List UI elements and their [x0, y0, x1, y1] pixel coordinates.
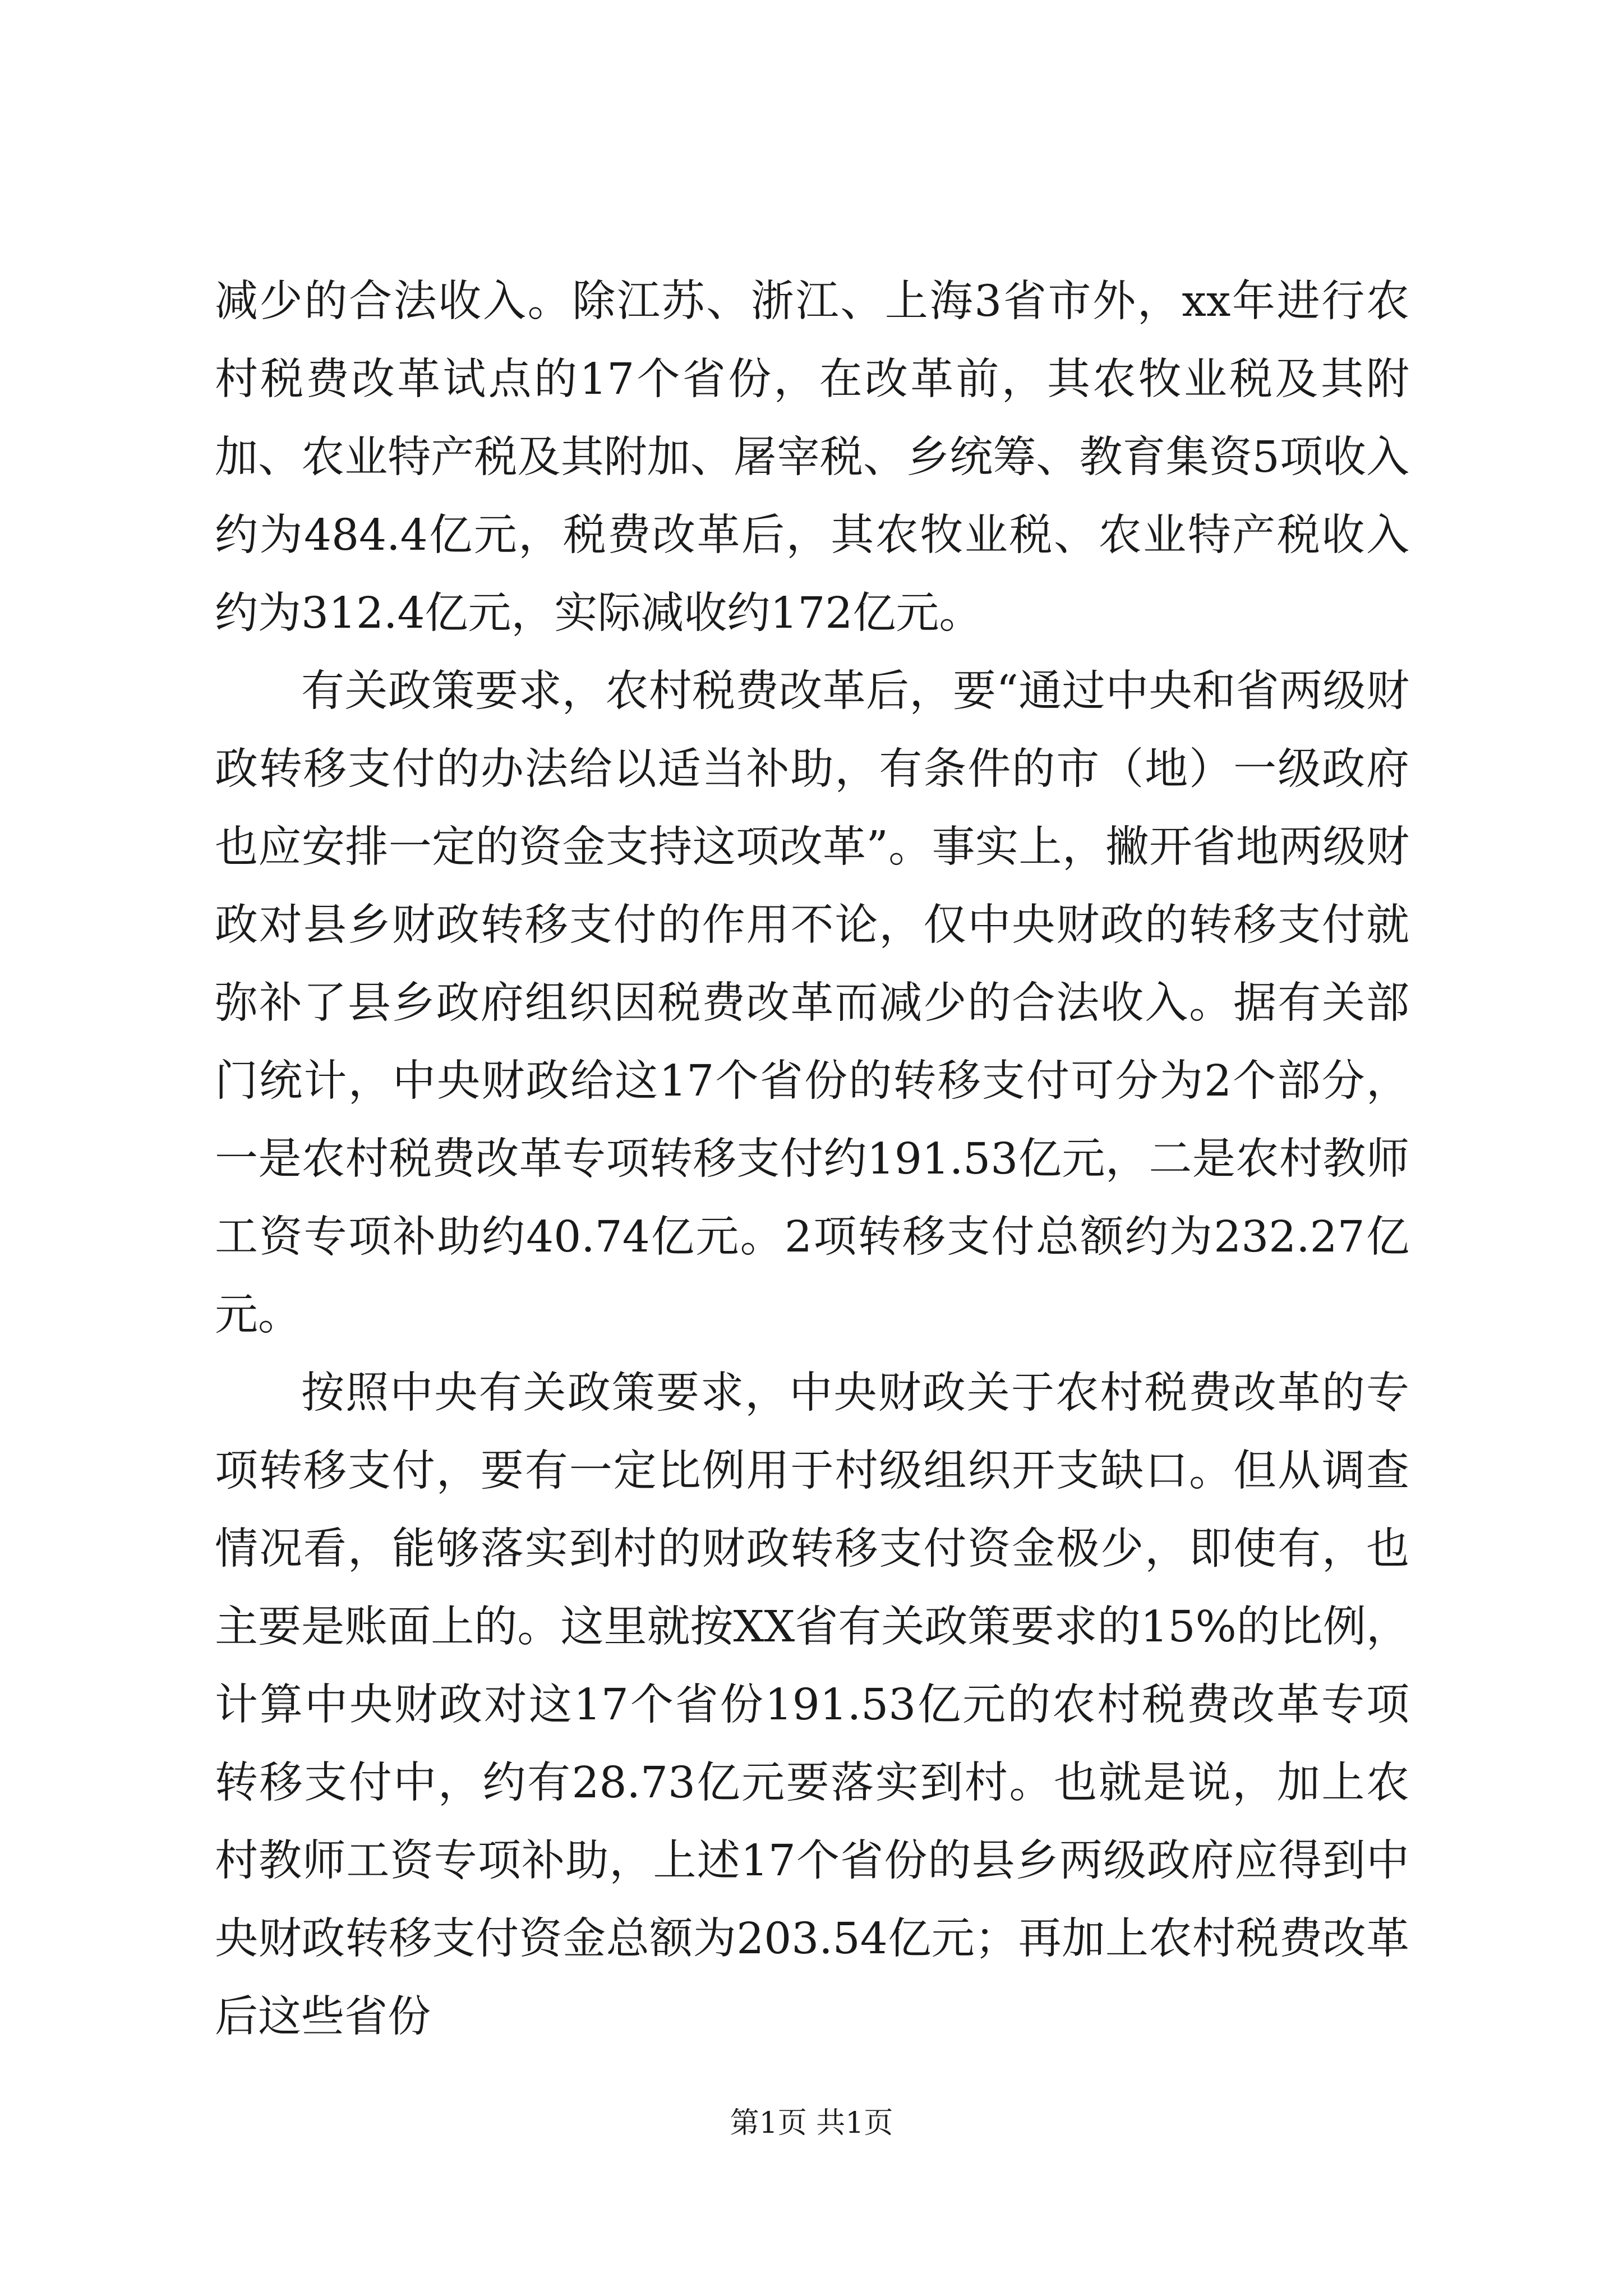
page-footer [0, 2106, 1623, 2140]
paragraph-continuation: 减少的合法收入。除江苏、浙江、上海3省市外，xx年进行农村税费改革试点的17个省份，在改革前，其农牧业税及其附加、农业特产税及其附加、屠宰税、乡统筹、教育集资5项收入约为484.4亿元，税费改革后，其农牧业税、农业特产税收入约为312.4亿元，实际减收约172亿元。 [215, 277, 1409, 638]
document-body [215, 263, 1409, 2056]
paragraph-policy-requirement: 有关政策要求，农村税费改革后，要“通过中央和省两级财政转移支付的办法给以适当补助，有条件的市（地）一级政府也应安排一定的资金支持这项改革”。事实上，撇开省地两级财政对县乡财政转移支付的作用不论，仅中央财政的转移支付就弥补了县乡政府组织因税费改革而减少的合法收入。据有关部门统计，中央财政给这17个省份的转移支付可分为2个部分，一是农村税费改革专项转移支付约191.53亿元，二是农村教师工资专项补助约40.74亿元。2项转移支付总额约为232.27亿元。 [215, 666, 1409, 1340]
paragraph-central-transfer: 按照中央有关政策要求，中央财政关于农村税费改革的专项转移支付，要有一定比例用于村级组织开支缺口。但从调查情况看，能够落实到村的财政转移支付资金极少，即使有，也主要是账面上的。这里就按XX省有关政策要求的15%的比例，计算中央财政对这17个省份191.53亿元的农村税费改革专项转移支付中，约有28.73亿元要落实到村。也就是说，加上农村教师工资专项补助，上述17个省份的县乡两级政府应得到中央财政转移支付资金总额为203.54亿元；再加上农村税费改革后这些省份 [215, 1368, 1409, 2042]
page-number-label: 第1页 共1页 [730, 2106, 893, 2140]
